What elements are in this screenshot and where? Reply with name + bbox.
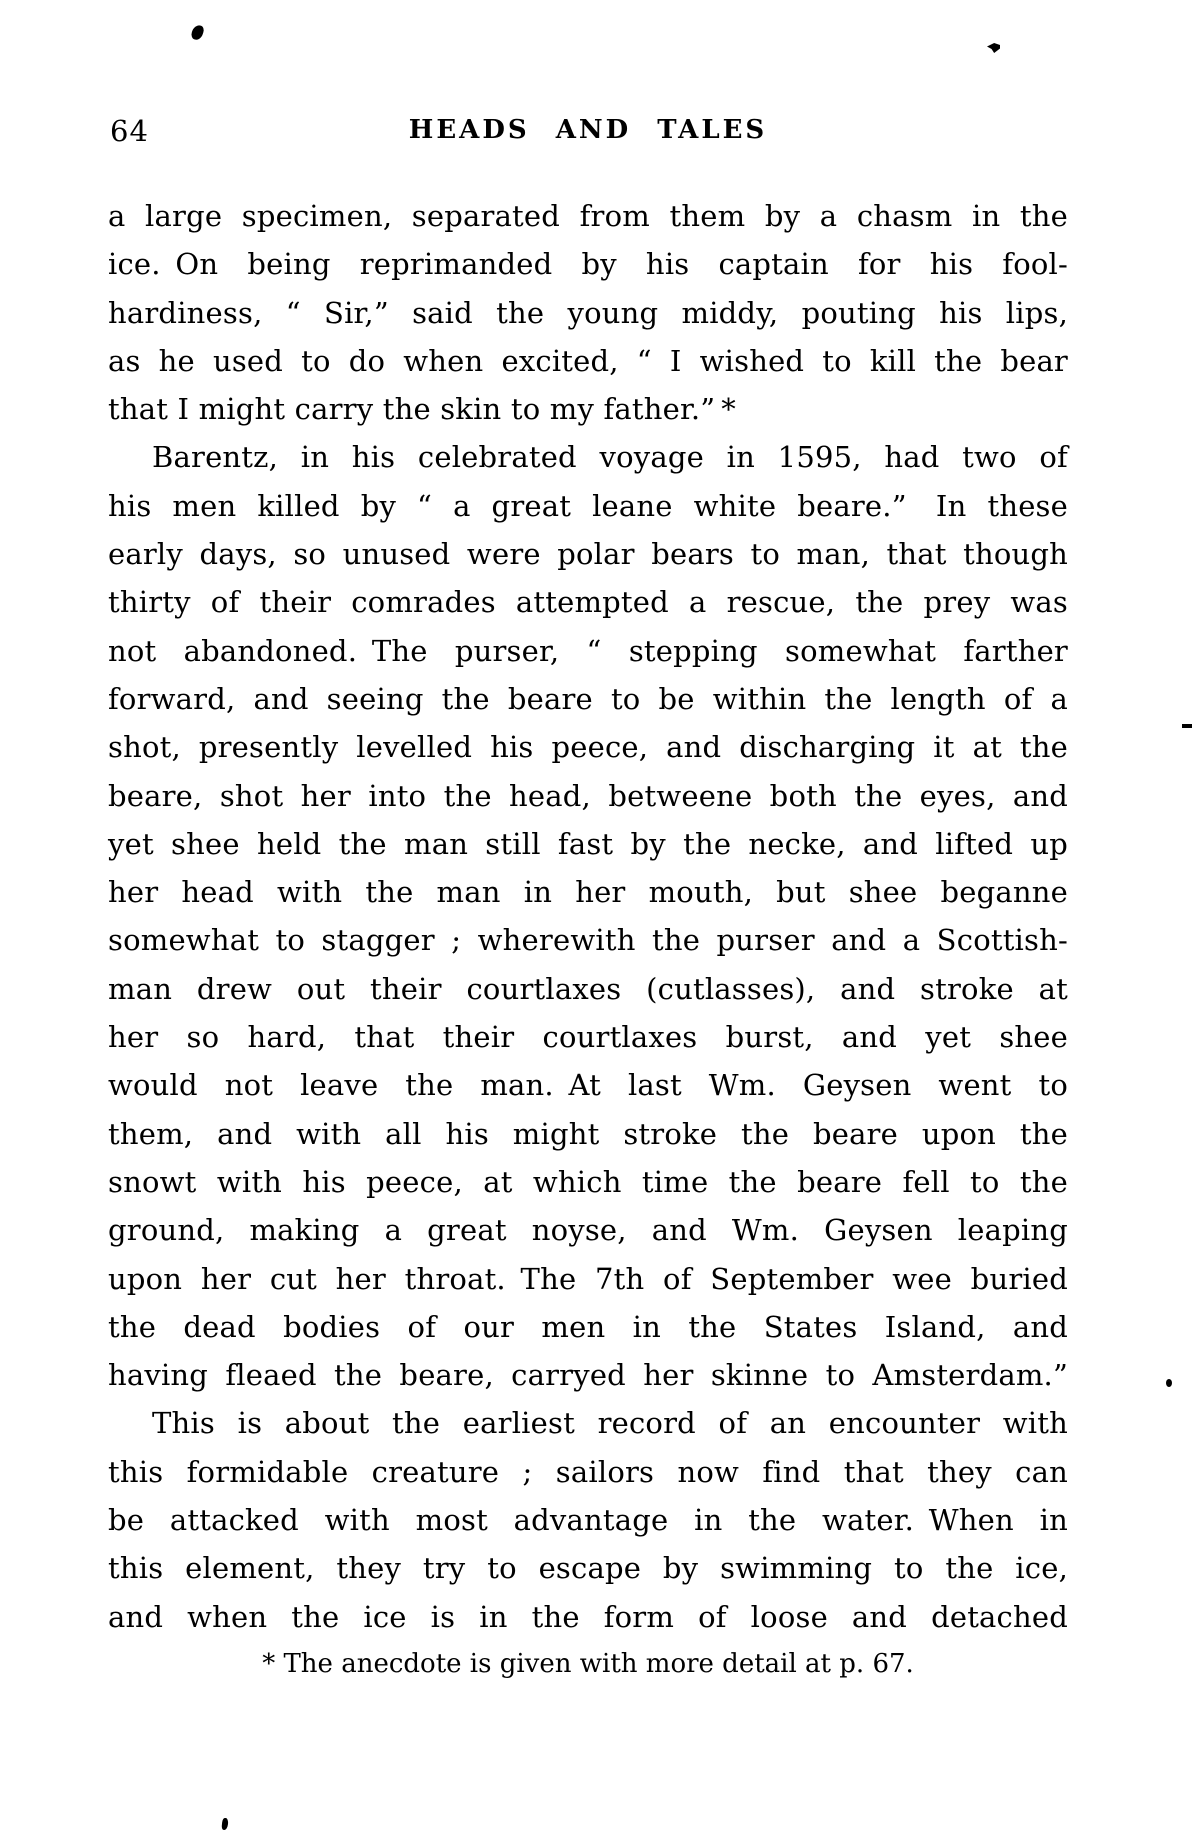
ink-speck-top-left: [190, 24, 205, 42]
page-body: [108, 192, 1068, 1641]
text-line: This is about the earliest record of an encounter with: [152, 1406, 1068, 1441]
text-line: yet shee held the man still fast by the necke, and lifted up: [108, 826, 1068, 861]
text-line: Barentz, in his celebrated voyage in 1595, had two of: [152, 440, 1068, 475]
text-line: snowt with his peece, at which time the beare fell to the: [108, 1164, 1068, 1199]
text-line: upon her cut her throat. The 7th of September wee buried: [108, 1261, 1068, 1296]
text-line: ice. On being reprimanded by his captain for his fool-: [108, 247, 1068, 282]
text-line: this formidable creature ; sailors now find that they can: [108, 1454, 1068, 1489]
text-line: man drew out their courtlaxes (cutlasses), and stroke at: [108, 971, 1068, 1006]
text-line: her so hard, that their courtlaxes burst, and yet shee: [108, 1020, 1068, 1055]
text-line: thirty of their comrades attempted a rescue, the prey was: [108, 585, 1068, 620]
text-line: somewhat to stagger ; wherewith the purser and a Scottish-: [108, 923, 1068, 958]
text-line: his men killed by “ a great leane white beare.” In these: [108, 488, 1068, 523]
text-line: as he used to do when excited, “ I wished to kill the bear: [108, 343, 1068, 378]
paragraph: [108, 1399, 1068, 1640]
ink-speck-bottom-left: [221, 1818, 228, 1831]
ink-speck-right-margin-dot: [1166, 1379, 1172, 1387]
text-line: ground, making a great noyse, and Wm. Geysen leaping: [108, 1213, 1068, 1248]
ink-speck-top-right: [987, 43, 1000, 53]
text-line: the dead bodies of our men in the States Island, and: [108, 1309, 1068, 1344]
text-line: her head with the man in her mouth, but shee beganne: [108, 875, 1068, 910]
running-header: [108, 112, 1068, 152]
text-line: a large specimen, separated from them by a chasm in the: [108, 199, 1068, 233]
paragraph: [108, 192, 1068, 433]
footnote: * The anecdote is given with more detail at p. 67.: [262, 1649, 914, 1679]
page-number: 64: [110, 114, 149, 148]
text-line: would not leave the man. At last Wm. Geysen went to: [108, 1068, 1068, 1103]
text-line: not abandoned. The purser, “ stepping somewhat farther: [108, 633, 1068, 668]
text-line: having fleaed the beare, carryed her skinne to Amsterdam.”: [108, 1358, 1068, 1393]
text-line: forward, and seeing the beare to be within the length of a: [108, 681, 1068, 716]
text-line: be attacked with most advantage in the water. When in: [108, 1503, 1068, 1538]
text-line: beare, shot her into the head, betweene both the eyes, and: [108, 778, 1068, 813]
ink-speck-right-margin-dash: [1182, 724, 1192, 728]
text-line: them, and with all his might stroke the beare upon the: [108, 1116, 1068, 1151]
text-line: and when the ice is in the form of loose and detached: [108, 1599, 1068, 1634]
text-line: that I might carry the skin to my father.” *: [108, 392, 737, 427]
text-line: this element, they try to escape by swimming to the ice,: [108, 1551, 1068, 1586]
running-title: HEADS AND TALES: [408, 115, 768, 145]
paragraph: [108, 433, 1068, 1399]
text-line: shot, presently levelled his peece, and discharging it at the: [108, 730, 1068, 765]
text-line: early days, so unused were polar bears to man, that though: [108, 537, 1068, 572]
text-line: hardiness, “ Sir,” said the young middy, pouting his lips,: [108, 295, 1068, 330]
